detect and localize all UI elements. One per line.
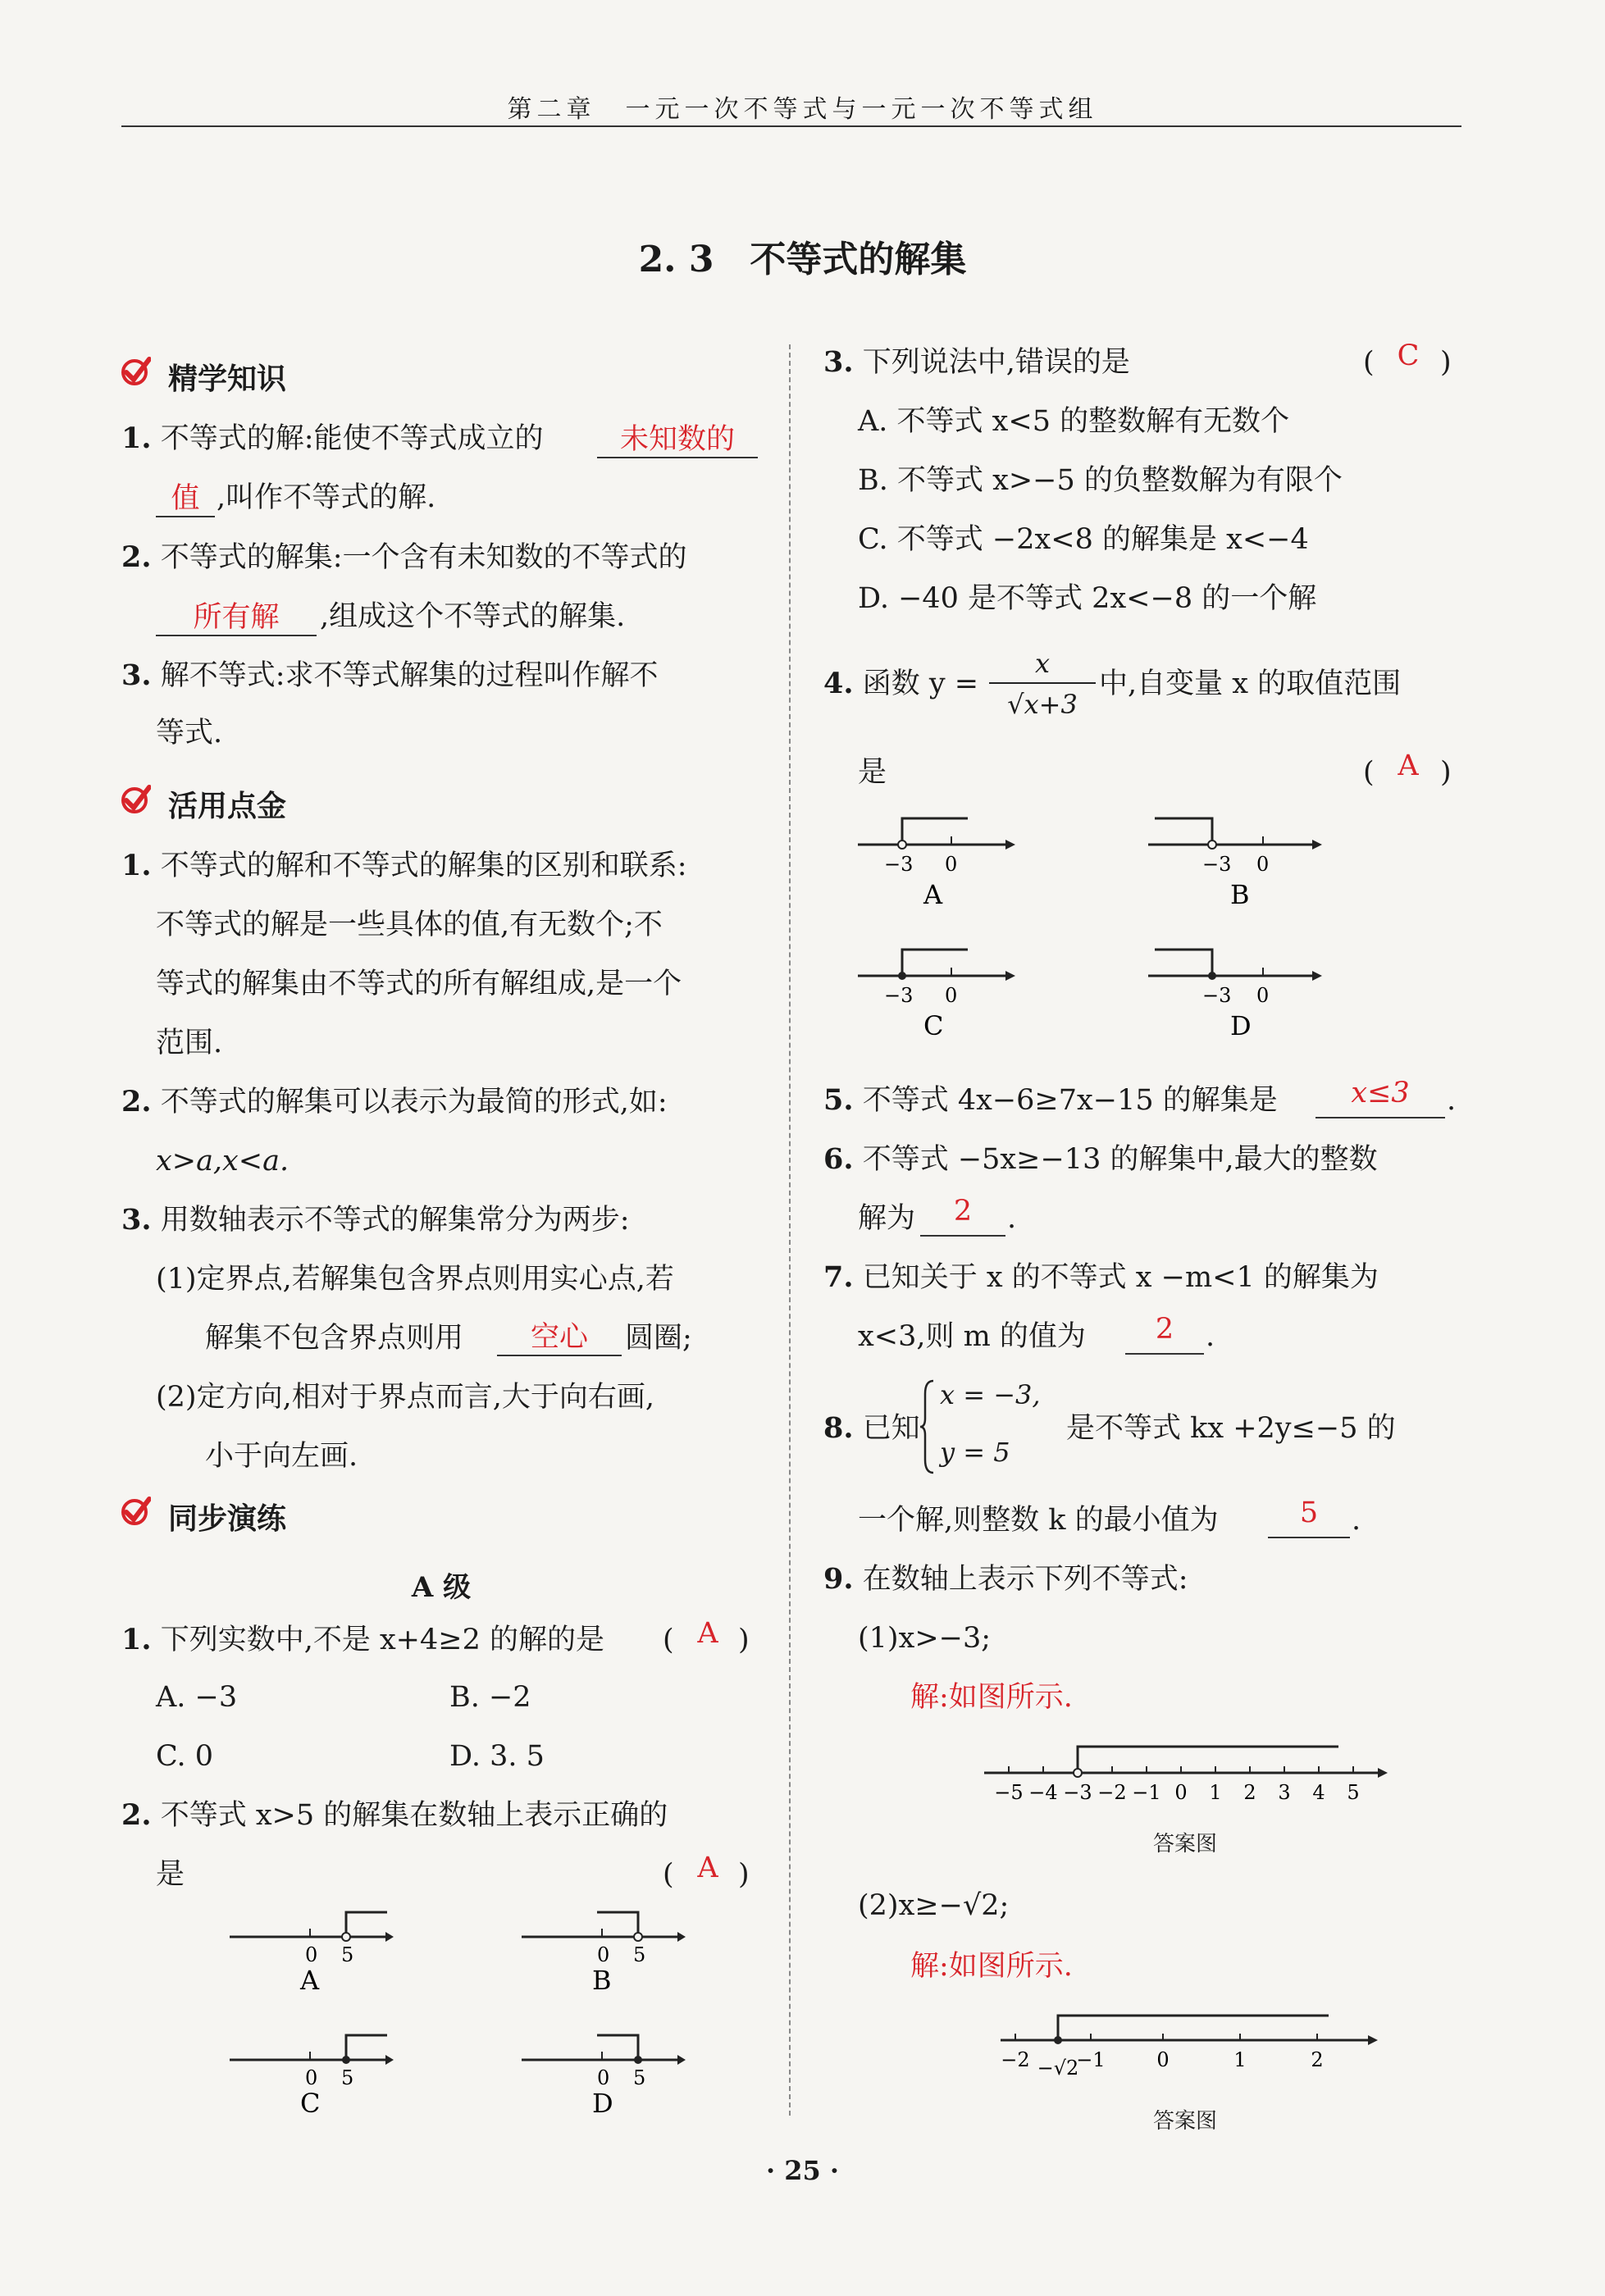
item-number: 2. xyxy=(121,1085,152,1118)
fraction-numerator: x xyxy=(1034,648,1051,679)
option-c: C. 不等式 −2x<8 的解集是 x<−4 xyxy=(858,523,1309,556)
number-line-figure-c xyxy=(858,935,1022,1046)
item-text: 不等式的解和不等式的解集的区别和联系: xyxy=(160,850,687,882)
system-equation-2: y = 5 xyxy=(940,1437,1010,1468)
figure-caption: 答案图 xyxy=(1152,1832,1217,1856)
tick-label: −1 xyxy=(1076,2048,1106,2071)
item-text: (2)x≥−√2; xyxy=(858,1889,1010,1922)
answer-paren-left: ( xyxy=(663,1624,674,1656)
answer-paren-right: ) xyxy=(738,1624,750,1656)
item-text: 等式的解集由不等式的所有解组成,是一个 xyxy=(156,968,682,1000)
tick-label: 0 xyxy=(597,2066,610,2089)
answer-text: 5 xyxy=(1299,1496,1319,1529)
answer-text: 未知数的 xyxy=(619,423,735,456)
solution-text: 解:如图所示. xyxy=(910,1950,1073,1983)
item-text: 已知关于 x 的不等式 x −m<1 的解集为 xyxy=(862,1261,1379,1294)
column-divider xyxy=(789,344,791,2116)
item-text: x>a,x<a. xyxy=(156,1145,290,1178)
item-number: 4. xyxy=(823,667,854,700)
tick-label: 0 xyxy=(305,2066,318,2089)
item-number: 2. xyxy=(121,540,152,574)
tick-label: −3 xyxy=(1063,1781,1092,1804)
check-icon xyxy=(121,782,151,815)
heading-huoyong: 活用点金 xyxy=(168,789,287,823)
item-text: 小于向左画. xyxy=(205,1440,358,1473)
tick-label: 1 xyxy=(1233,2048,1247,2071)
tick-label: −2 xyxy=(1001,2048,1030,2071)
tick-label: 0 xyxy=(1156,2048,1170,2071)
item-text: 不等式的解是一些具体的值,有无数个;不 xyxy=(156,909,663,941)
figure-label: B xyxy=(1230,879,1250,910)
item-text: 一个解,则整数 k 的最小值为 xyxy=(858,1504,1219,1537)
section-title: 2. 3 不等式的解集 xyxy=(638,239,967,280)
tick-label: 5 xyxy=(633,1943,646,1966)
answer-text: A xyxy=(1398,749,1419,782)
answer-text: C xyxy=(1397,339,1420,372)
tick-label: 0 xyxy=(1256,984,1270,1007)
item-text: x<3,则 m 的值为 xyxy=(858,1320,1086,1353)
item-text: 不等式的解集:一个含有未知数的不等式的 xyxy=(160,541,687,574)
item-text: . xyxy=(1352,1504,1361,1537)
item-text: . xyxy=(1206,1320,1215,1353)
item-text: 不等式的解集可以表示为最简的形式,如: xyxy=(160,1086,668,1118)
item-text: 下列实数中,不是 x+4≥2 的解的是 xyxy=(160,1624,604,1656)
item-text: 不等式的解:能使不等式成立的 xyxy=(160,422,544,455)
item-number: 9. xyxy=(823,1562,854,1596)
answer-text: A xyxy=(697,1852,718,1884)
item-text: ,叫作不等式的解. xyxy=(217,481,436,514)
answer-paren-left: ( xyxy=(1363,756,1375,789)
answer-text: A xyxy=(697,1617,718,1650)
item-number: 3. xyxy=(121,1203,152,1237)
tick-label: 0 xyxy=(1174,1781,1188,1804)
tick-label: −5 xyxy=(994,1781,1024,1804)
item-text: 是 xyxy=(858,756,887,789)
page-number: · 25 · xyxy=(765,2155,840,2186)
figure-label: A xyxy=(300,1965,320,1993)
item-text: 解为 xyxy=(858,1202,916,1235)
answer-paren-left: ( xyxy=(1363,346,1375,379)
tick-label: −3 xyxy=(1202,984,1232,1007)
item-number: 2. xyxy=(121,1798,152,1832)
figure-label: C xyxy=(923,1010,944,1041)
tick-label: 1 xyxy=(1209,1781,1222,1804)
item-text: 函数 y = xyxy=(862,667,979,700)
figure-caption: 答案图 xyxy=(1152,2109,1217,2134)
figure-label: C xyxy=(300,2088,321,2116)
item-text: (1)x>−3; xyxy=(858,1622,992,1655)
chapter-header: 第二章 一元一次不等式与一元一次不等式组 xyxy=(507,95,1098,124)
option-c: C. 0 xyxy=(156,1740,214,1773)
answer-number-line-2 xyxy=(989,1998,1383,2088)
answer-number-line-1 xyxy=(976,1730,1394,1820)
tick-label: 5 xyxy=(1347,1781,1360,1804)
tick-label: −4 xyxy=(1028,1781,1058,1804)
header-rule xyxy=(121,125,1461,127)
number-line-figure-a xyxy=(230,1902,394,1993)
fraction-denominator: √x+3 xyxy=(1007,689,1078,720)
tick-label: −1 xyxy=(1132,1781,1161,1804)
item-text: 不等式 x>5 的解集在数轴上表示正确的 xyxy=(160,1799,668,1832)
tick-label: 5 xyxy=(341,1943,354,1966)
item-text: 范围. xyxy=(156,1027,223,1059)
item-text: 解集不包含界点则用 xyxy=(205,1322,464,1355)
tick-label: −3 xyxy=(884,984,914,1007)
item-number: 1. xyxy=(121,849,152,882)
tick-label: 0 xyxy=(945,984,958,1007)
item-text: 圆圈; xyxy=(625,1322,692,1355)
tick-label: 2 xyxy=(1311,2048,1324,2071)
heading-jingxue: 精学知识 xyxy=(168,362,287,396)
tick-label: −√2 xyxy=(1037,2057,1079,2080)
answer-text: 2 xyxy=(1155,1313,1174,1346)
answer-text: 空心 xyxy=(530,1321,588,1354)
item-text: ,组成这个不等式的解集. xyxy=(320,600,626,633)
item-text: (1)定界点,若解集包含界点则用实心点,若 xyxy=(156,1263,674,1296)
tick-label: 5 xyxy=(633,2066,646,2089)
tick-label: −3 xyxy=(1202,853,1232,876)
figure-label: B xyxy=(592,1965,612,1993)
answer-paren-right: ) xyxy=(1440,756,1452,789)
item-text: 中,自变量 x 的取值范围 xyxy=(1099,667,1402,700)
answer-paren-right: ) xyxy=(1440,346,1452,379)
check-icon xyxy=(121,354,151,387)
number-line-figure-a xyxy=(858,804,1022,914)
tick-label: 0 xyxy=(1256,853,1270,876)
solution-text: 解:如图所示. xyxy=(910,1681,1073,1714)
tick-label: 5 xyxy=(341,2066,354,2089)
item-text: 下列说法中,错误的是 xyxy=(862,346,1130,379)
number-line-figure-d xyxy=(522,2025,686,2116)
option-a: A. −3 xyxy=(156,1681,238,1714)
fraction-bar xyxy=(989,682,1096,684)
item-number: 3. xyxy=(823,345,854,379)
item-number: 8. xyxy=(823,1411,854,1445)
number-line-figure-b xyxy=(1148,804,1329,914)
option-a: A. 不等式 x<5 的整数解有无数个 xyxy=(858,405,1290,438)
number-line-figure-d xyxy=(1148,935,1329,1046)
answer-paren-left: ( xyxy=(663,1858,674,1891)
figure-label: D xyxy=(1230,1010,1252,1041)
figure-label: A xyxy=(923,879,943,910)
left-brace-icon xyxy=(919,1378,937,1476)
number-line-figure-c xyxy=(230,2025,394,2116)
item-text: 不等式 −5x≥−13 的解集中,最大的整数 xyxy=(862,1143,1378,1176)
answer-text: 所有解 xyxy=(193,601,280,634)
system-equation-1: x = −3, xyxy=(940,1379,1041,1410)
tick-label: 0 xyxy=(945,853,958,876)
answer-text: x≤3 xyxy=(1351,1077,1410,1109)
level-label: A 级 xyxy=(411,1571,472,1604)
item-text: . xyxy=(1447,1084,1457,1117)
tick-label: −2 xyxy=(1097,1781,1127,1804)
answer-paren-right: ) xyxy=(738,1858,750,1891)
item-text: . xyxy=(1007,1202,1017,1235)
item-text: 已知 xyxy=(862,1412,920,1445)
option-d: D. 3. 5 xyxy=(449,1740,545,1773)
item-text: 用数轴表示不等式的解集常分为两步: xyxy=(160,1204,630,1237)
heading-tongbu: 同步演练 xyxy=(168,1501,287,1536)
item-text: 在数轴上表示下列不等式: xyxy=(862,1563,1188,1596)
tick-label: −3 xyxy=(884,853,914,876)
tick-label: 0 xyxy=(305,1943,318,1966)
tick-label: 3 xyxy=(1278,1781,1291,1804)
item-number: 1. xyxy=(121,421,152,455)
item-text: 是 xyxy=(156,1858,185,1891)
answer-text: 2 xyxy=(953,1195,973,1228)
tick-label: 4 xyxy=(1312,1781,1325,1804)
tick-label: 2 xyxy=(1243,1781,1256,1804)
item-number: 7. xyxy=(823,1260,854,1294)
item-text: 等式. xyxy=(156,717,223,749)
item-number: 6. xyxy=(823,1142,854,1176)
tick-label: 0 xyxy=(597,1943,610,1966)
item-number: 5. xyxy=(823,1083,854,1117)
option-d: D. −40 是不等式 2x<−8 的一个解 xyxy=(858,582,1317,615)
check-icon xyxy=(121,1494,151,1527)
item-text: 解不等式:求不等式解集的过程叫作解不 xyxy=(160,659,659,692)
item-number: 3. xyxy=(121,658,152,692)
item-text: 不等式 4x−6≥7x−15 的解集是 xyxy=(862,1084,1278,1117)
answer-text: 值 xyxy=(171,482,200,515)
item-number: 1. xyxy=(121,1623,152,1656)
figure-label: D xyxy=(592,2088,613,2116)
item-text: 是不等式 kx +2y≤−5 的 xyxy=(1066,1412,1396,1445)
number-line-figure-b xyxy=(522,1902,686,1993)
option-b: B. −2 xyxy=(449,1681,531,1714)
option-b: B. 不等式 x>−5 的负整数解为有限个 xyxy=(858,464,1343,497)
item-text: (2)定方向,相对于界点而言,大于向右画, xyxy=(156,1381,654,1414)
